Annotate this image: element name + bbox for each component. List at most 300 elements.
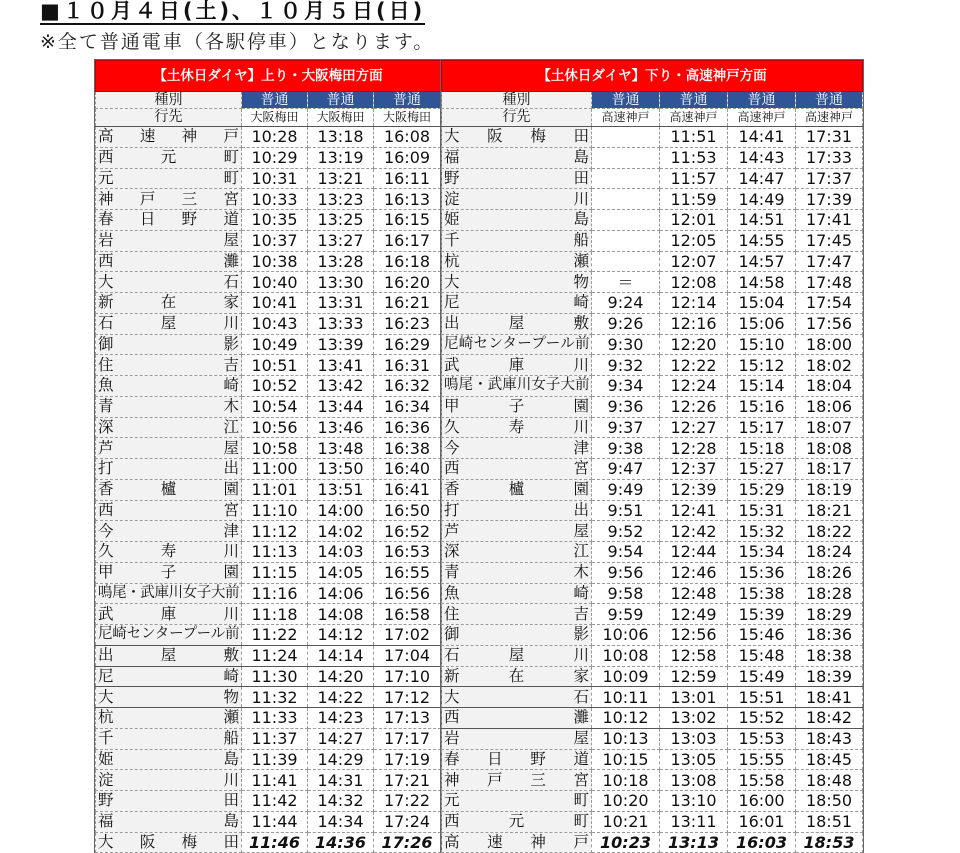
- station-name: 淀川: [96, 770, 242, 791]
- departure-time: 11:22: [242, 625, 308, 646]
- departure-time: 17:33: [796, 147, 863, 168]
- station-name: 福島: [442, 147, 592, 168]
- table-row: [96, 562, 441, 583]
- departure-time: 10:43: [242, 313, 308, 334]
- departure-time: 14:20: [308, 666, 374, 687]
- departure-time: 15:38: [728, 583, 796, 604]
- table-row: [442, 251, 863, 272]
- station-name: 新在家: [96, 293, 242, 314]
- departure-time: 15:18: [728, 438, 796, 459]
- departure-time: 10:49: [242, 334, 308, 355]
- table-row: [96, 687, 441, 708]
- station-name: 住吉: [442, 604, 592, 625]
- station-name: 大石: [96, 272, 242, 293]
- departure-time: 9:49: [592, 479, 660, 500]
- station-name: 青木: [442, 562, 592, 583]
- departure-time: 12:20: [660, 334, 728, 355]
- station-name: 新在家: [442, 666, 592, 687]
- departure-time: 9:58: [592, 583, 660, 604]
- departure-time: 12:44: [660, 542, 728, 563]
- departure-time: 16:34: [374, 396, 441, 417]
- departure-time: 16:18: [374, 251, 441, 272]
- departure-time: 16:21: [374, 293, 441, 314]
- departure-time: 11:37: [242, 728, 308, 749]
- departure-time: 10:52: [242, 376, 308, 397]
- station-name: 西元町: [442, 811, 592, 832]
- table-row: [442, 438, 863, 459]
- departure-time: 9:32: [592, 355, 660, 376]
- departure-time: 17:37: [796, 168, 863, 189]
- table-row: [96, 542, 441, 563]
- train-destination: 高速神戸: [660, 109, 728, 127]
- departure-time: 13:02: [660, 708, 728, 729]
- departure-time: 14:14: [308, 645, 374, 666]
- departure-time: [592, 147, 660, 168]
- train-type: 普通: [660, 92, 728, 109]
- departure-time: 10:20: [592, 791, 660, 812]
- station-name: 淀川: [442, 189, 592, 210]
- departure-time: 18:04: [796, 376, 863, 397]
- departure-time: 9:52: [592, 521, 660, 542]
- up-kind-row: [96, 92, 441, 109]
- departure-time: 10:11: [592, 687, 660, 708]
- departure-time: 15:16: [728, 396, 796, 417]
- departure-time: 18:41: [796, 687, 863, 708]
- station-name: 石屋川: [442, 645, 592, 666]
- table-row: [96, 521, 441, 542]
- departure-time: 12:58: [660, 645, 728, 666]
- departure-time: 11:00: [242, 459, 308, 480]
- departure-time: 12:28: [660, 438, 728, 459]
- table-row: [96, 147, 441, 168]
- departure-time: 14:57: [728, 251, 796, 272]
- departure-time: 17:24: [374, 811, 441, 832]
- departure-time: 11:32: [242, 687, 308, 708]
- station-name: 深江: [96, 417, 242, 438]
- station-name: 春日野道: [96, 210, 242, 231]
- departure-time: 14:12: [308, 625, 374, 646]
- departure-time: 13:50: [308, 459, 374, 480]
- table-row: [96, 251, 441, 272]
- departure-time: 16:53: [374, 542, 441, 563]
- departure-time: 17:21: [374, 770, 441, 791]
- station-name: 出屋敷: [442, 313, 592, 334]
- station-name: 御影: [442, 625, 592, 646]
- departure-time: 10:31: [242, 168, 308, 189]
- table-row: [442, 417, 863, 438]
- departure-time: 12:16: [660, 313, 728, 334]
- station-name: 春日野道: [442, 749, 592, 770]
- departure-time: 12:56: [660, 625, 728, 646]
- departure-time: 14:22: [308, 687, 374, 708]
- table-row: [96, 708, 441, 729]
- departure-time: 9:26: [592, 313, 660, 334]
- departure-time: 12:08: [660, 272, 728, 293]
- departure-time: 13:08: [660, 770, 728, 791]
- departure-time: 13:31: [308, 293, 374, 314]
- table-row: [96, 770, 441, 791]
- departure-time: 17:12: [374, 687, 441, 708]
- departure-time: 12:05: [660, 230, 728, 251]
- table-row: [442, 770, 863, 791]
- dest-label: 行先: [442, 109, 592, 127]
- departure-time: 12:48: [660, 583, 728, 604]
- departure-time: 14:41: [728, 127, 796, 148]
- departure-time: 16:29: [374, 334, 441, 355]
- table-row: [96, 666, 441, 687]
- departure-time: 18:24: [796, 542, 863, 563]
- table-row: [442, 376, 863, 397]
- table-row: [442, 189, 863, 210]
- train-destination: 高速神戸: [728, 109, 796, 127]
- departure-time: 14:23: [308, 708, 374, 729]
- departure-time: 16:31: [374, 355, 441, 376]
- departure-time: 13:11: [660, 811, 728, 832]
- departure-time: 18:39: [796, 666, 863, 687]
- table-row: [442, 583, 863, 604]
- departure-time: 13:48: [308, 438, 374, 459]
- station-name: 西灘: [442, 708, 592, 729]
- departure-time: 13:03: [660, 728, 728, 749]
- departure-time: 15:10: [728, 334, 796, 355]
- station-name: 野田: [442, 168, 592, 189]
- departure-time: 16:58: [374, 604, 441, 625]
- train-type: 普通: [592, 92, 660, 109]
- table-row: [442, 293, 863, 314]
- departure-time: 16:41: [374, 479, 441, 500]
- departure-time: 15:12: [728, 355, 796, 376]
- table-row: [442, 811, 863, 832]
- station-name: 御影: [96, 334, 242, 355]
- departure-time: 15:48: [728, 645, 796, 666]
- train-type: 普通: [728, 92, 796, 109]
- station-name: 香櫨園: [96, 479, 242, 500]
- station-name: 高速神戸: [442, 832, 592, 853]
- departure-time: 18:02: [796, 355, 863, 376]
- station-name: 魚崎: [442, 583, 592, 604]
- departure-time: 10:29: [242, 147, 308, 168]
- departure-time: 18:45: [796, 749, 863, 770]
- departure-time: 10:28: [242, 127, 308, 148]
- station-name: 元町: [96, 168, 242, 189]
- train-destination: 大阪梅田: [308, 109, 374, 127]
- table-row: [96, 189, 441, 210]
- dest-label: 行先: [96, 109, 242, 127]
- departure-time: 13:51: [308, 479, 374, 500]
- departure-time: 16:17: [374, 230, 441, 251]
- departure-time: 14:36: [308, 832, 374, 853]
- departure-time: 18:17: [796, 459, 863, 480]
- departure-time: 15:53: [728, 728, 796, 749]
- station-name: 野田: [96, 791, 242, 812]
- up-header-row: [96, 61, 441, 92]
- departure-time: 17:04: [374, 645, 441, 666]
- departure-time: 16:50: [374, 500, 441, 521]
- departure-time: 18:22: [796, 521, 863, 542]
- departure-time: 16:15: [374, 210, 441, 231]
- station-name: 久寿川: [442, 417, 592, 438]
- table-row: [442, 562, 863, 583]
- service-note: ※全て普通電車（各駅停車）となります。: [40, 31, 435, 53]
- station-name: 大石: [442, 687, 592, 708]
- station-name: 久寿川: [96, 542, 242, 563]
- departure-time: 13:42: [308, 376, 374, 397]
- station-name: 深江: [442, 542, 592, 563]
- departure-time: 14:51: [728, 210, 796, 231]
- departure-time: 14:03: [308, 542, 374, 563]
- departure-time: 16:00: [728, 791, 796, 812]
- station-name: 福島: [96, 811, 242, 832]
- train-type: 普通: [242, 92, 308, 109]
- departure-time: 9:24: [592, 293, 660, 314]
- departure-time: 13:18: [308, 127, 374, 148]
- departure-time: 10:06: [592, 625, 660, 646]
- table-row: [442, 728, 863, 749]
- station-name: 西宮: [96, 500, 242, 521]
- departure-time: 17:19: [374, 749, 441, 770]
- departure-time: 11:59: [660, 189, 728, 210]
- departure-time: 15:04: [728, 293, 796, 314]
- station-name: 尼崎: [442, 293, 592, 314]
- station-name: 大阪梅田: [96, 832, 242, 853]
- station-name: 大物: [442, 272, 592, 293]
- departure-time: 11:15: [242, 562, 308, 583]
- table-row: [442, 479, 863, 500]
- timetable-up: [95, 60, 441, 853]
- station-name: 芦屋: [96, 438, 242, 459]
- departure-time: 10:09: [592, 666, 660, 687]
- departure-time: 16:11: [374, 168, 441, 189]
- departure-time: [592, 189, 660, 210]
- station-name: 岩屋: [442, 728, 592, 749]
- station-name: 武庫川: [96, 604, 242, 625]
- station-name: 住吉: [96, 355, 242, 376]
- departure-time: 13:33: [308, 313, 374, 334]
- table-row: [96, 832, 441, 853]
- departure-time: 14:08: [308, 604, 374, 625]
- departure-time: 14:29: [308, 749, 374, 770]
- departure-time: 11:41: [242, 770, 308, 791]
- departure-time: 9:56: [592, 562, 660, 583]
- departure-time: 16:52: [374, 521, 441, 542]
- station-name: 打出: [442, 500, 592, 521]
- departure-time: 12:24: [660, 376, 728, 397]
- departure-time: 13:19: [308, 147, 374, 168]
- departure-time: 9:47: [592, 459, 660, 480]
- departure-time: 10:08: [592, 645, 660, 666]
- table-row: [96, 811, 441, 832]
- table-row: [442, 666, 863, 687]
- departure-time: 9:38: [592, 438, 660, 459]
- departure-time: 16:03: [728, 832, 796, 853]
- departure-time: 16:09: [374, 147, 441, 168]
- departure-time: [592, 251, 660, 272]
- departure-time: 18:43: [796, 728, 863, 749]
- table-row: [442, 355, 863, 376]
- departure-time: 14:47: [728, 168, 796, 189]
- station-name: 姫島: [96, 749, 242, 770]
- departure-time: 9:30: [592, 334, 660, 355]
- table-row: [96, 293, 441, 314]
- departure-time: 10:54: [242, 396, 308, 417]
- departure-time: 18:48: [796, 770, 863, 791]
- departure-time: 15:39: [728, 604, 796, 625]
- departure-time: ＝: [592, 272, 660, 293]
- table-row: [96, 645, 441, 666]
- departure-time: 13:30: [308, 272, 374, 293]
- table-row: [442, 313, 863, 334]
- departure-time: 13:44: [308, 396, 374, 417]
- departure-time: 15:27: [728, 459, 796, 480]
- table-row: [96, 625, 441, 646]
- departure-time: 12:39: [660, 479, 728, 500]
- station-name: 甲子園: [96, 562, 242, 583]
- departure-time: 13:05: [660, 749, 728, 770]
- departure-time: 17:54: [796, 293, 863, 314]
- table-row: [96, 272, 441, 293]
- table-row: [96, 417, 441, 438]
- table-row: [96, 376, 441, 397]
- departure-time: 16:01: [728, 811, 796, 832]
- departure-time: 15:58: [728, 770, 796, 791]
- departure-time: 12:14: [660, 293, 728, 314]
- departure-time: 10:58: [242, 438, 308, 459]
- departure-time: 12:46: [660, 562, 728, 583]
- station-name: 尼崎: [96, 666, 242, 687]
- departure-time: 15:46: [728, 625, 796, 646]
- table-row: [442, 272, 863, 293]
- down-dest-row: [442, 109, 863, 127]
- station-name: 杭瀬: [442, 251, 592, 272]
- station-name: 打出: [96, 459, 242, 480]
- departure-time: 15:06: [728, 313, 796, 334]
- page-title: ■１０月４日(土)、１０月５日(日): [40, 0, 426, 23]
- table-row: [442, 230, 863, 251]
- station-name: 千船: [96, 728, 242, 749]
- departure-time: 18:29: [796, 604, 863, 625]
- table-row: [442, 147, 863, 168]
- table-row: [442, 604, 863, 625]
- departure-time: 11:12: [242, 521, 308, 542]
- departure-time: 18:50: [796, 791, 863, 812]
- departure-time: 10:51: [242, 355, 308, 376]
- departure-time: 9:36: [592, 396, 660, 417]
- table-row: [442, 459, 863, 480]
- departure-time: 14:58: [728, 272, 796, 293]
- departure-time: 11:46: [242, 832, 308, 853]
- station-name: 西元町: [96, 147, 242, 168]
- departure-time: 15:29: [728, 479, 796, 500]
- train-type: 普通: [796, 92, 863, 109]
- up-direction-header: 【土休日ダイヤ】上り・大阪梅田方面: [96, 61, 441, 92]
- departure-time: 15:32: [728, 521, 796, 542]
- departure-time: 17:41: [796, 210, 863, 231]
- station-name: 神戸三宮: [442, 770, 592, 791]
- departure-time: 13:25: [308, 210, 374, 231]
- table-row: [442, 708, 863, 729]
- departure-time: 15:49: [728, 666, 796, 687]
- station-name: 大物: [96, 687, 242, 708]
- table-row: [96, 604, 441, 625]
- departure-time: 17:47: [796, 251, 863, 272]
- station-name: 杭瀬: [96, 708, 242, 729]
- departure-time: 12:01: [660, 210, 728, 231]
- departure-time: 14:43: [728, 147, 796, 168]
- departure-time: 14:06: [308, 583, 374, 604]
- departure-time: 18:06: [796, 396, 863, 417]
- departure-time: 11:42: [242, 791, 308, 812]
- station-name: 鳴尾・武庫川女子大前: [96, 583, 242, 604]
- departure-time: 12:59: [660, 666, 728, 687]
- departure-time: 17:10: [374, 666, 441, 687]
- departure-time: 11:57: [660, 168, 728, 189]
- departure-time: 11:01: [242, 479, 308, 500]
- station-name: 尼崎センタープール前: [96, 625, 242, 646]
- departure-time: 17:26: [374, 832, 441, 853]
- station-name: 石屋川: [96, 313, 242, 334]
- departure-time: [592, 210, 660, 231]
- departure-time: 12:22: [660, 355, 728, 376]
- departure-time: 18:00: [796, 334, 863, 355]
- departure-time: 14:34: [308, 811, 374, 832]
- departure-time: 14:00: [308, 500, 374, 521]
- departure-time: 15:36: [728, 562, 796, 583]
- departure-time: 10:18: [592, 770, 660, 791]
- table-row: [442, 500, 863, 521]
- departure-time: 9:51: [592, 500, 660, 521]
- departure-time: 16:55: [374, 562, 441, 583]
- train-destination: 高速神戸: [796, 109, 863, 127]
- departure-time: 18:07: [796, 417, 863, 438]
- departure-time: 9:37: [592, 417, 660, 438]
- departure-time: 13:01: [660, 687, 728, 708]
- table-row: [96, 500, 441, 521]
- departure-time: 18:08: [796, 438, 863, 459]
- table-row: [96, 728, 441, 749]
- departure-time: 12:49: [660, 604, 728, 625]
- station-name: 出屋敷: [96, 645, 242, 666]
- table-row: [442, 832, 863, 853]
- station-name: 姫島: [442, 210, 592, 231]
- train-destination: 高速神戸: [592, 109, 660, 127]
- station-name: 元町: [442, 791, 592, 812]
- departure-time: 10:35: [242, 210, 308, 231]
- table-row: [442, 749, 863, 770]
- departure-time: 18:36: [796, 625, 863, 646]
- departure-time: 18:53: [796, 832, 863, 853]
- table-row: [96, 334, 441, 355]
- up-dest-row: [96, 109, 441, 127]
- table-row: [442, 334, 863, 355]
- station-name: 神戸三宮: [96, 189, 242, 210]
- departure-time: 10:38: [242, 251, 308, 272]
- departure-time: 12:41: [660, 500, 728, 521]
- departure-time: 10:15: [592, 749, 660, 770]
- departure-time: 16:38: [374, 438, 441, 459]
- departure-time: 11:13: [242, 542, 308, 563]
- departure-time: [592, 127, 660, 148]
- departure-time: 13:46: [308, 417, 374, 438]
- station-name: 武庫川: [442, 355, 592, 376]
- departure-time: 17:13: [374, 708, 441, 729]
- station-name: 芦屋: [442, 521, 592, 542]
- departure-time: [592, 230, 660, 251]
- station-name: 魚崎: [96, 376, 242, 397]
- departure-time: 10:21: [592, 811, 660, 832]
- table-row: [96, 168, 441, 189]
- kind-label: 種別: [442, 92, 592, 109]
- table-row: [442, 127, 863, 148]
